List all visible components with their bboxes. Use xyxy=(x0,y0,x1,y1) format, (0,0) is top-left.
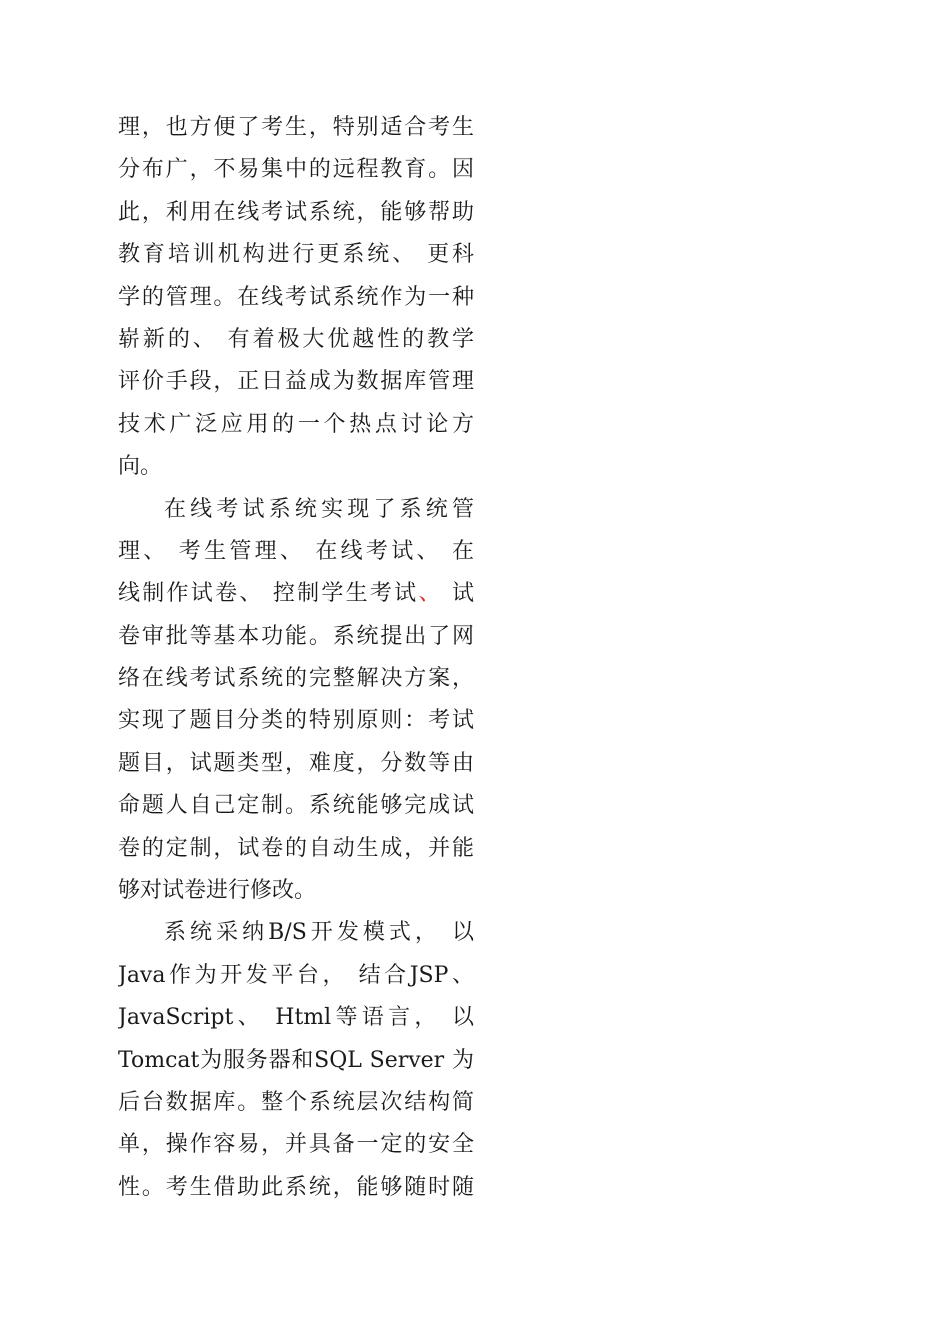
text-line-with-mark xyxy=(118,573,474,615)
text-line: 实现了题目分类的特别原则：考试 xyxy=(118,708,474,734)
text-line: 在线考试系统实现了系统管 xyxy=(164,496,474,522)
text-line: 技术广泛应用的一个热点讨论方 xyxy=(118,411,474,437)
text-segment: 线制作试卷、 控制学生考试 xyxy=(118,581,419,607)
text-line: 题目，试题类型，难度，分数等由 xyxy=(118,750,474,776)
highlighted-punctuation: 、 xyxy=(418,581,443,607)
text-line: 此，利用在线考试系统，能够帮助 xyxy=(118,199,474,225)
text-line: 向。 xyxy=(118,454,163,480)
text-line: 卷的定制，试卷的自动生成，并能 xyxy=(118,835,474,861)
text-line: 学的管理。在线考试系统作为一种 xyxy=(118,284,474,310)
text-line: Tomcat为服务器和SQL Server 为 xyxy=(118,1047,474,1073)
paragraph-1 xyxy=(118,107,474,489)
text-segment: 试 xyxy=(442,581,474,607)
text-line: Java作为开发平台， 结合JSP、 xyxy=(118,962,474,988)
text-line: JavaScript、 Html等语言， 以 xyxy=(118,1005,474,1031)
text-line: 理，也方便了考生，特别适合考生 xyxy=(118,115,474,140)
text-line: 崭新的、 有着极大优越性的教学 xyxy=(118,326,474,352)
text-line: 理、 考生管理、 在线考试、 在 xyxy=(118,538,474,564)
document-page xyxy=(118,107,474,1209)
text-line: 够对试卷进行修改。 xyxy=(118,878,317,904)
text-line: 系统采纳B/S开发模式， 以 xyxy=(164,920,474,946)
text-line: 教育培训机构进行更系统、 更科 xyxy=(118,242,474,268)
text-line: 性。考生借助此系统，能够随时随 xyxy=(118,1174,474,1200)
paragraph-3 xyxy=(118,912,474,1209)
text-line: 卷审批等基本功能。系统提出了网 xyxy=(118,623,474,649)
text-line: 评价手段，正日益成为数据库管理 xyxy=(118,369,474,395)
text-line: 命题人自己定制。系统能够完成试 xyxy=(118,793,474,819)
paragraph-2 xyxy=(118,489,474,913)
text-line: 络在线考试系统的完整解决方案， xyxy=(118,666,474,692)
text-line: 单，操作容易，并具备一定的安全 xyxy=(118,1132,474,1158)
text-line: 后台数据库。整个系统层次结构简 xyxy=(118,1089,474,1115)
text-line: 分布广，不易集中的远程教育。因 xyxy=(118,157,474,183)
